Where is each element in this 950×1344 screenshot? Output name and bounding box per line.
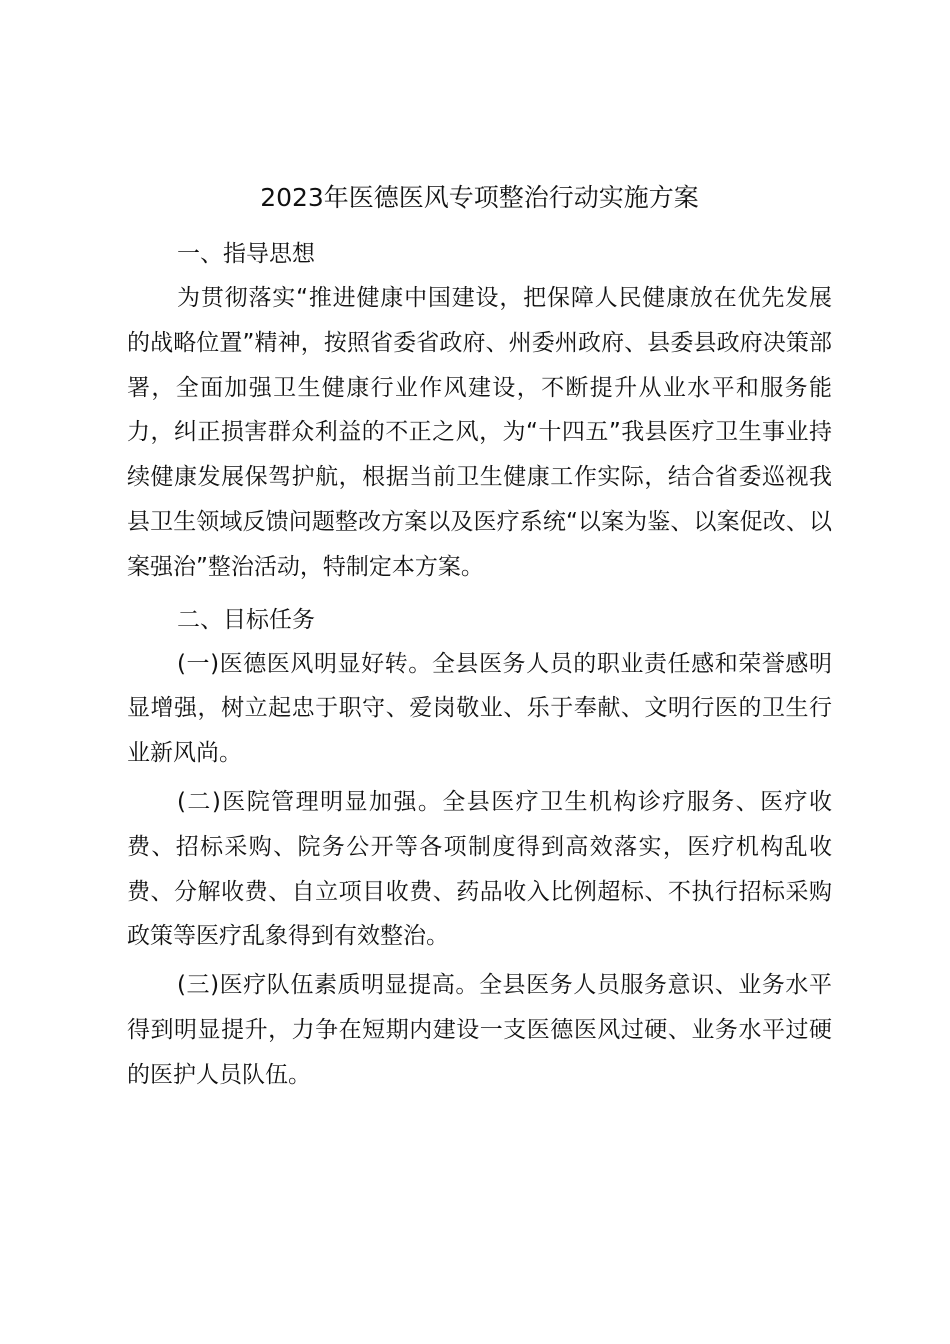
section-heading-guiding-ideology: 一、指导思想 xyxy=(177,241,315,267)
section-heading-goals-tasks: 二、目标任务 xyxy=(177,606,315,633)
paragraph-guiding-ideology: 为贯彻落实“推进健康中国建设，把保障人民健康放在优先发展的战略位置”精神，按照省委省政府、州委州政府、县委县政府决策部署，全面加强卫生健康行业作风建设，不断提升从业水平和服务能力，纠正损害群众利益的不正之风，为“十四五”我县医疗卫生事业持续健康发展保驾护航，根据当前卫生健康工作实际，结合省委巡视我县卫生领域反馈问题整改方案以及医疗系统“以案为鉴、以案促改、以案强治”整治活动，特制定本方案。 xyxy=(127,285,832,580)
paragraph-goal-3: (三)医疗队伍素质明显提高。全县医务人员服务意识、业务水平得到明显提升，力争在短期内建设一支医德医风过硬、业务水平过硬的医护人员队伍。 xyxy=(127,972,832,1088)
document-title: 2023年医德医风专项整治行动实施方案 xyxy=(260,183,699,212)
paragraph-goal-2: (二)医院管理明显加强。全县医疗卫生机构诊疗服务、医疗收费、招标采购、院务公开等各项制度得到高效落实，医疗机构乱收费、分解收费、自立项目收费、药品收入比例超标、不执行招标采购政策等医疗乱象得到有效整治。 xyxy=(127,788,832,950)
document-page xyxy=(127,176,832,1098)
paragraph-goal-1: (一)医德医风明显好转。全县医务人员的职业责任感和荣誉感明显增强，树立起忠于职守、爱岗敬业、乐于奉献、文明行医的卫生行业新风尚。 xyxy=(127,650,832,767)
